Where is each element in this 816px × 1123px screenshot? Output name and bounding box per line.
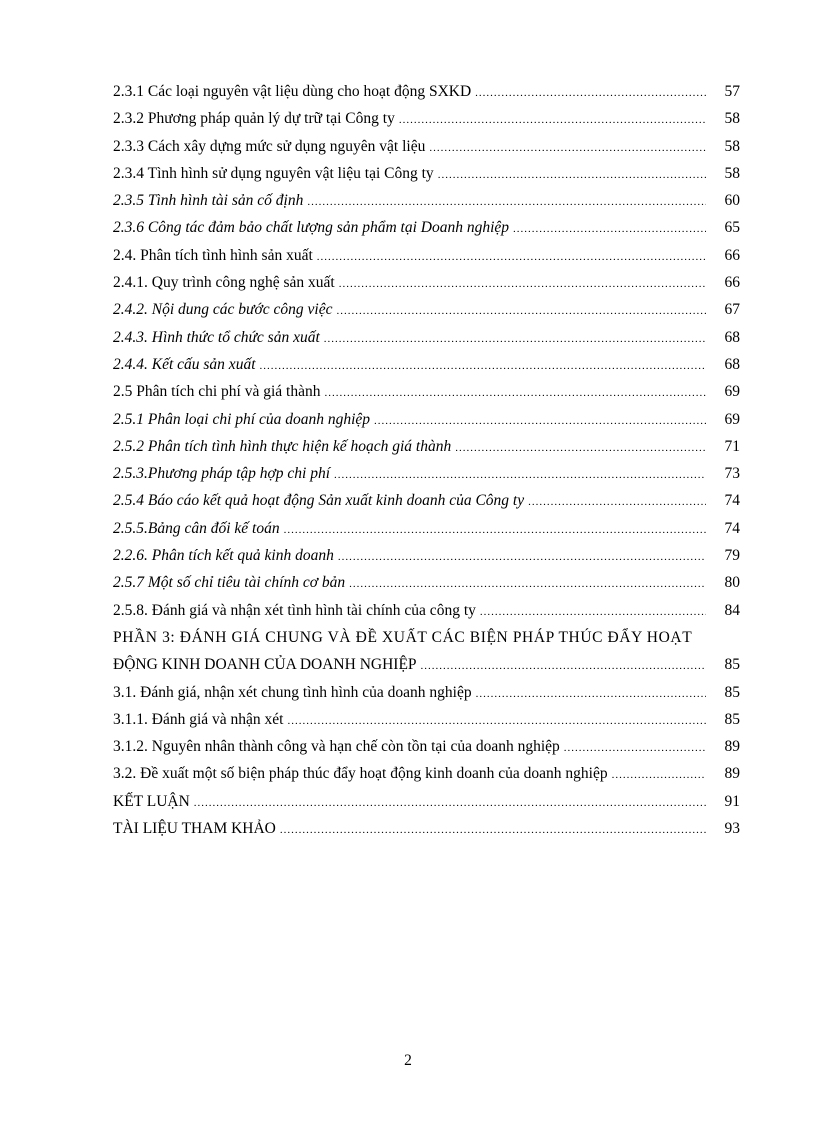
dot-leader [429,135,706,162]
toc-entry[interactable] [113,105,740,132]
toc-entry-title: 3.2. Đề xuất một số biện pháp thúc đẩy hoạt động kinh doanh của doanh nghiệp [113,765,608,783]
toc-entry-page: 89 [724,765,740,783]
dot-leader [438,162,706,189]
toc-entry[interactable] [113,406,740,433]
toc-entry-page: 66 [724,274,740,292]
toc-entry-title: TÀI LIỆU THAM KHẢO [113,820,276,838]
dot-leader [307,189,706,216]
toc-entry-page: 58 [724,137,740,155]
toc-entry-part3-heading[interactable] [113,624,740,651]
dot-leader [564,735,706,762]
toc-entry[interactable] [113,460,740,487]
toc-entry-page: 67 [724,301,740,319]
dot-leader [399,107,706,134]
dot-leader [528,489,706,516]
dot-leader [513,216,706,243]
toc-entry-page: 68 [724,328,740,346]
dot-leader [317,244,706,271]
dot-leader [325,380,707,407]
toc-entry[interactable] [113,296,740,323]
dot-leader [284,517,706,544]
dot-leader [194,790,706,817]
toc-entry-title: 2.5.2 Phân tích tình hình thực hiện kế hoạch giá thành [113,437,452,455]
toc-entry-page: 79 [724,547,740,565]
toc-entry[interactable] [113,542,740,569]
page-number: 2 [404,1052,412,1069]
toc-entry-page: 68 [724,355,740,373]
toc-entry-title: 2.3.2 Phương pháp quản lý dự trữ tại Công ty [113,110,395,128]
dot-leader [336,298,706,325]
toc-entry-title: PHẦN 3: ĐÁNH GIÁ CHUNG VÀ ĐỀ XUẤT CÁC BIỆN PHÁP THÚC ĐẨY HOẠT [113,628,693,646]
toc-entry-title: 2.3.4 Tình hình sử dụng nguyên vật liệu tại Công ty [113,164,434,182]
toc-entry-page: 65 [724,219,740,237]
dot-leader [338,544,706,571]
toc-entry-page: 69 [724,410,740,428]
dot-leader [480,599,706,626]
toc-entry[interactable] [113,515,740,542]
toc-entry-page: 93 [724,820,740,838]
toc-entry-title: ĐỘNG KINH DOANH CỦA DOANH NGHIỆP [113,656,417,674]
dot-leader [374,408,706,435]
toc-entry-page: 58 [724,110,740,128]
toc-entry[interactable] [113,706,740,733]
toc-entry-page: 85 [724,710,740,728]
toc-entry-title: 2.3.6 Công tác đảm bảo chất lượng sản phẩm tại Doanh nghiệp [113,219,510,237]
toc-entry[interactable] [113,242,740,269]
toc-section-chapter3 [113,679,740,843]
toc-entry-page: 74 [724,492,740,510]
toc-entry[interactable] [113,597,740,624]
toc-entry-page: 84 [724,601,740,619]
toc-entry[interactable] [113,569,740,596]
toc-entry-title: 2.3.3 Cách xây dựng mức sử dụng nguyên vật liệu [113,137,426,155]
toc-entry-title: 2.4.1. Quy trình công nghệ sản xuất [113,274,335,292]
toc-section-chapter2 [113,78,740,624]
toc-entry-title: 2.5.4 Báo cáo kết quả hoạt động Sản xuất kinh doanh của Công ty [113,492,525,510]
toc-entry-part3-heading-cont[interactable] [113,651,740,678]
toc-entry[interactable] [113,378,740,405]
toc-entry-title: 2.5.1 Phân loại chi phí của doanh nghiệp [113,410,371,428]
toc-entry-title: 2.3.1 Các loại nguyên vật liệu dùng cho hoạt động SXKD [113,83,472,100]
dot-leader [421,653,706,680]
toc-entry[interactable] [113,788,740,815]
dot-leader [455,435,706,462]
dot-leader [324,326,706,353]
toc-entry[interactable] [113,187,740,214]
toc-entry-page: 60 [724,192,740,210]
dot-leader [476,681,706,708]
toc-entry-title: 2.3.5 Tình hình tài sản cố định [113,192,304,210]
toc-entry-page: 58 [724,164,740,182]
dot-leader [287,708,706,735]
toc-entry[interactable] [113,433,740,460]
dot-leader [260,353,707,380]
dot-leader [334,462,706,489]
toc-entry-title: 2.2.6. Phân tích kết quả kinh doanh [113,547,334,565]
toc-entry-title: 3.1.1. Đánh giá và nhận xét [113,710,284,728]
toc-entry-page: 89 [724,738,740,756]
toc-entry-page: 85 [724,683,740,701]
toc-entry[interactable] [113,214,740,241]
toc-entry-page: 57 [724,83,740,100]
toc-entry[interactable] [113,324,740,351]
toc-entry-title: 2.4. Phân tích tình hình sản xuất [113,246,313,264]
dot-leader [349,571,706,598]
toc-entry[interactable] [113,78,740,105]
toc-entry-title: 2.5.3.Phương pháp tập hợp chi phí [113,465,331,483]
toc-entry[interactable] [113,679,740,706]
toc-entry-title: 2.4.2. Nội dung các bước công việc [113,301,333,319]
toc-entry-page: 69 [724,383,740,401]
toc-entry-page: 73 [724,465,740,483]
toc-entry[interactable] [113,160,740,187]
toc-entry-page: 91 [724,792,740,810]
toc-entry-page: 66 [724,246,740,264]
dot-leader [475,80,706,107]
toc-entry-title: 2.4.3. Hình thức tổ chức sản xuất [113,328,320,346]
toc-entry-title: 3.1. Đánh giá, nhận xét chung tình hình của doanh nghiệp [113,683,472,701]
toc-entry-title: 3.1.2. Nguyên nhân thành công và hạn chế còn tồn tại của doanh nghiệp [113,738,560,756]
toc-entry-page: 74 [724,519,740,537]
dot-leader [339,271,706,298]
toc-entry-page: 71 [724,437,740,455]
toc-entry[interactable] [113,760,740,787]
toc-entry-title: 2.5.7 Một số chỉ tiêu tài chính cơ bản [113,574,346,592]
toc-entry-title: 2.4.4. Kết cấu sản xuất [113,355,256,373]
toc-entry[interactable] [113,133,740,160]
dot-leader [612,762,706,789]
toc-entry[interactable] [113,815,740,842]
toc-entry-title: 2.5.8. Đánh giá và nhận xét tình hình tài chính của công ty [113,601,476,619]
toc-entry[interactable] [113,487,740,514]
toc-entry[interactable] [113,733,740,760]
toc-entry-title: KẾT LUẬN [113,792,190,810]
toc-entry-title: 2.5.5.Bảng cân đối kế toán [113,519,280,537]
toc-entry-page: 80 [724,574,740,592]
toc-entry[interactable] [113,351,740,378]
dot-leader [280,817,706,844]
toc-entry-title: 2.5 Phân tích chi phí và giá thành [113,383,321,401]
toc-entry-page: 85 [724,656,740,674]
toc-entry[interactable] [113,269,740,296]
table-of-contents [113,78,740,842]
